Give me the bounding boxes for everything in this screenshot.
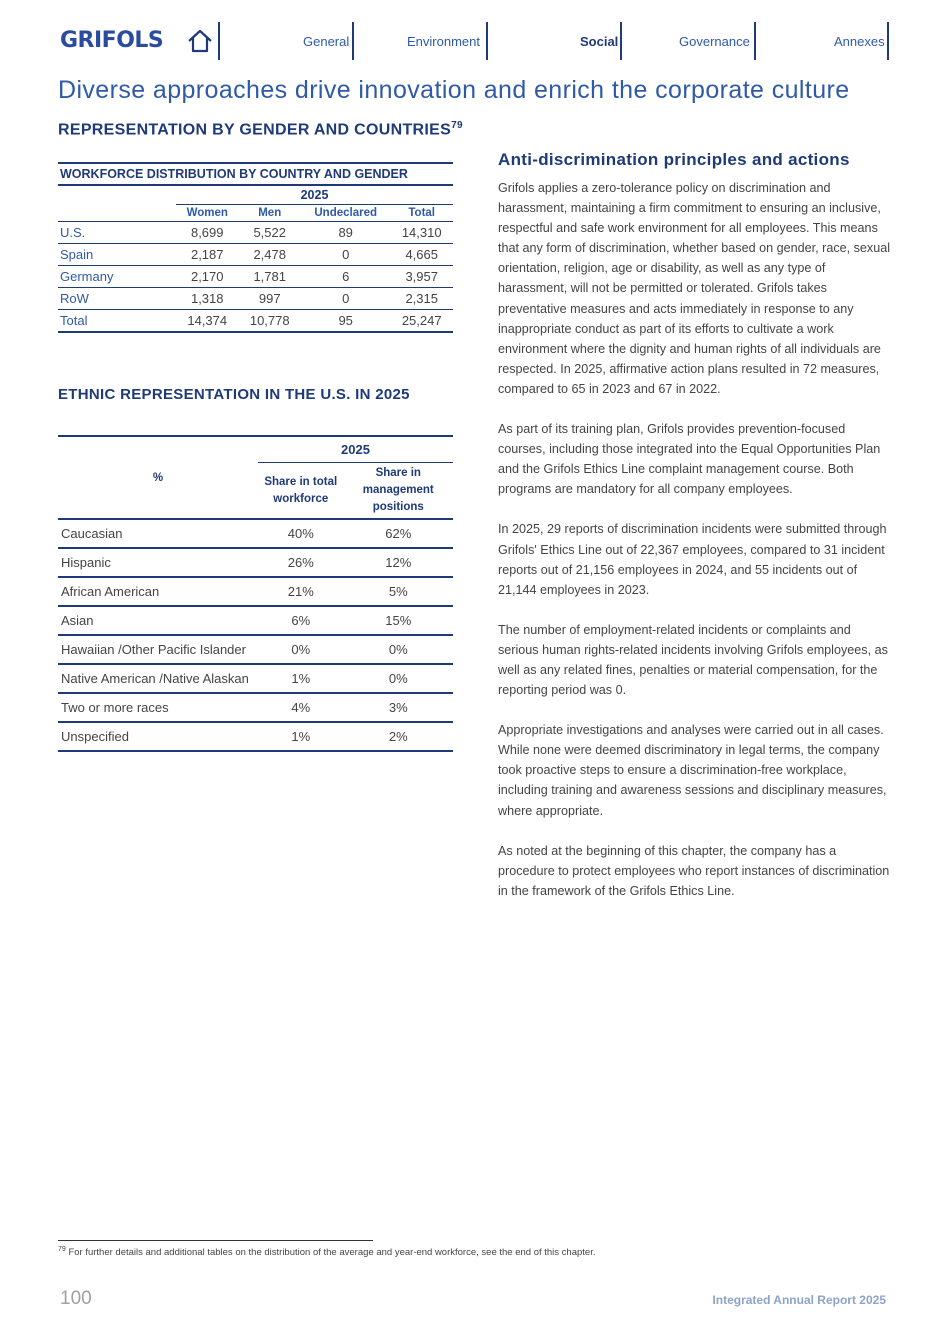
cell: 1,318 bbox=[176, 288, 238, 310]
grifols-logo[interactable]: GRIFOLS bbox=[60, 28, 164, 53]
nav-divider bbox=[887, 22, 889, 60]
footnote-ref[interactable]: 79 bbox=[451, 120, 463, 131]
table-row bbox=[58, 266, 453, 288]
cell: 14,374 bbox=[176, 310, 238, 333]
cell: 40% bbox=[258, 519, 344, 548]
nav-divider bbox=[754, 22, 756, 60]
cell: 4% bbox=[258, 693, 344, 722]
table-row bbox=[58, 548, 453, 577]
table-row bbox=[58, 244, 453, 266]
row-label: Total bbox=[58, 310, 176, 333]
paragraph: As part of its training plan, Grifols provides prevention-focused courses, including those integrated into the Equal Opportunities Plan and the Grifols Ethics Line complaint management course. Both programs are mandatory for all company employees. bbox=[498, 422, 881, 497]
cell: 3,957 bbox=[390, 266, 453, 288]
row-label: Unspecified bbox=[58, 722, 258, 751]
cell: 95 bbox=[301, 310, 390, 333]
cell: 25,247 bbox=[390, 310, 453, 333]
table-row bbox=[58, 606, 453, 635]
section-title-text: REPRESENTATION BY GENDER AND COUNTRIES bbox=[58, 121, 452, 139]
column-header: Share in total workforce bbox=[258, 463, 344, 520]
cell: 997 bbox=[238, 288, 300, 310]
row-label: Asian bbox=[58, 606, 258, 635]
body-text bbox=[498, 178, 894, 921]
row-label: Spain bbox=[58, 244, 176, 266]
row-label: Germany bbox=[58, 266, 176, 288]
cell: 1% bbox=[258, 664, 344, 693]
nav-governance[interactable]: Governance bbox=[679, 34, 750, 49]
row-label: Hispanic bbox=[58, 548, 258, 577]
table-row-total bbox=[58, 310, 453, 333]
cell: 0% bbox=[344, 635, 453, 664]
year-header: 2025 bbox=[176, 185, 453, 205]
row-label: RoW bbox=[58, 288, 176, 310]
percent-header: % bbox=[58, 436, 258, 519]
footnote-text: For further details and additional tables on the distribution of the average and year-end workforce, see the end of this chapter. bbox=[68, 1247, 596, 1259]
column-header: Share in management positions bbox=[344, 463, 453, 520]
table-row bbox=[58, 693, 453, 722]
nav-divider bbox=[352, 22, 354, 60]
cell: 26% bbox=[258, 548, 344, 577]
cell: 5% bbox=[344, 577, 453, 606]
cell: 0 bbox=[301, 288, 390, 310]
footnote-divider bbox=[58, 1240, 373, 1241]
cell: 5,522 bbox=[238, 222, 300, 244]
footnote-mark: 79 bbox=[58, 1246, 66, 1253]
row-label: U.S. bbox=[58, 222, 176, 244]
cell: 2,315 bbox=[390, 288, 453, 310]
nav-environment[interactable]: Environment bbox=[407, 34, 480, 49]
cell: 6 bbox=[301, 266, 390, 288]
nav-divider bbox=[486, 22, 488, 60]
cell: 21% bbox=[258, 577, 344, 606]
paragraph: In 2025, 29 reports of discrimination incidents were submitted through Grifols' Ethics Line out of 22,367 employees, compared to 31 incident reports out of 21,156 employees in 2024, and 55 incidents out of 21,144 employees in 2023. bbox=[498, 522, 887, 597]
page-title: Diverse approaches drive innovation and enrich the corporate culture bbox=[58, 76, 850, 104]
cell: 8,699 bbox=[176, 222, 238, 244]
cell: 2,478 bbox=[238, 244, 300, 266]
cell: 4,665 bbox=[390, 244, 453, 266]
cell: 15% bbox=[344, 606, 453, 635]
column-header: Men bbox=[238, 205, 300, 222]
table-row bbox=[58, 519, 453, 548]
table-row bbox=[58, 664, 453, 693]
nav-divider bbox=[620, 22, 622, 60]
cell: 62% bbox=[344, 519, 453, 548]
column-header: Undeclared bbox=[301, 205, 390, 222]
nav-social[interactable]: Social bbox=[580, 34, 619, 49]
paragraph: Grifols applies a zero-tolerance policy on discrimination and harassment, maintaining a firm commitment to ensuring an inclusive, respectful and safe work environment for all employees. This means that any form of discrimination, whether based on gender, race, sexual orientation, religion, age or disability, as well as any type of harassment, will not be permitted or tolerated. Grifols takes preventative measures and acts immediately in response to any inappropriate conduct as part of its efforts to cultivate a work environment where the dignity and human rights of all individuals are respected. In 2025, affirmative action plans resulted in 72 measures, compared to 65 in 2023 and 67 in 2022. bbox=[498, 181, 891, 396]
nav-divider bbox=[218, 22, 220, 60]
row-label: Caucasian bbox=[58, 519, 258, 548]
cell: 2,170 bbox=[176, 266, 238, 288]
cell: 0% bbox=[258, 635, 344, 664]
workforce-table bbox=[58, 162, 453, 333]
ethnic-table bbox=[58, 435, 453, 752]
row-label: Hawaiian /Other Pacific Islander bbox=[58, 635, 258, 664]
cell: 2% bbox=[344, 722, 453, 751]
cell: 0% bbox=[344, 664, 453, 693]
nav-general[interactable]: General bbox=[303, 34, 350, 49]
year-header: 2025 bbox=[258, 436, 453, 463]
report-name: Integrated Annual Report 2025 bbox=[712, 1293, 886, 1307]
column-header: Women bbox=[176, 205, 238, 222]
nav-annexes[interactable]: Annexes bbox=[834, 34, 885, 49]
paragraph: Appropriate investigations and analyses were carried out in all cases. While none were deemed discriminatory in legal terms, the company took proactive steps to ensure a discrimination-free workplace, including training and awareness sessions and disciplinary measures, where appropriate. bbox=[498, 723, 887, 818]
page-number: 100 bbox=[60, 1288, 92, 1309]
table-row bbox=[58, 635, 453, 664]
cell: 1% bbox=[258, 722, 344, 751]
home-icon[interactable] bbox=[186, 28, 214, 54]
cell: 10,778 bbox=[238, 310, 300, 333]
row-label: Two or more races bbox=[58, 693, 258, 722]
table-row bbox=[58, 222, 453, 244]
cell: 2,187 bbox=[176, 244, 238, 266]
cell: 14,310 bbox=[390, 222, 453, 244]
cell: 0 bbox=[301, 244, 390, 266]
ethnic-title: ETHNIC REPRESENTATION IN THE U.S. IN 2025 bbox=[58, 386, 410, 403]
row-label: Native American /Native Alaskan bbox=[58, 664, 258, 693]
table-row bbox=[58, 577, 453, 606]
section-title bbox=[58, 120, 463, 139]
paragraph: The number of employment-related incidents or complaints and serious human rights-related incidents involving Grifols employees, as well as any related fines, penalties or material compensation, for the reporting period was 0. bbox=[498, 622, 888, 698]
cell: 1,781 bbox=[238, 266, 300, 288]
table-row bbox=[58, 288, 453, 310]
row-label: African American bbox=[58, 577, 258, 606]
cell: 89 bbox=[301, 222, 390, 244]
table-caption: WORKFORCE DISTRIBUTION BY COUNTRY AND GENDER bbox=[58, 163, 453, 185]
cell: 6% bbox=[258, 606, 344, 635]
column-header: Total bbox=[390, 205, 453, 222]
table-row bbox=[58, 722, 453, 751]
footnote bbox=[58, 1246, 595, 1258]
cell: 3% bbox=[344, 693, 453, 722]
paragraph: As noted at the beginning of this chapter, the company has a procedure to protect employees who report instances of discrimination in the framework of the Grifols Ethics Line. bbox=[498, 843, 890, 898]
anti-discrimination-heading: Anti-discrimination principles and actions bbox=[498, 150, 850, 169]
cell: 12% bbox=[344, 548, 453, 577]
